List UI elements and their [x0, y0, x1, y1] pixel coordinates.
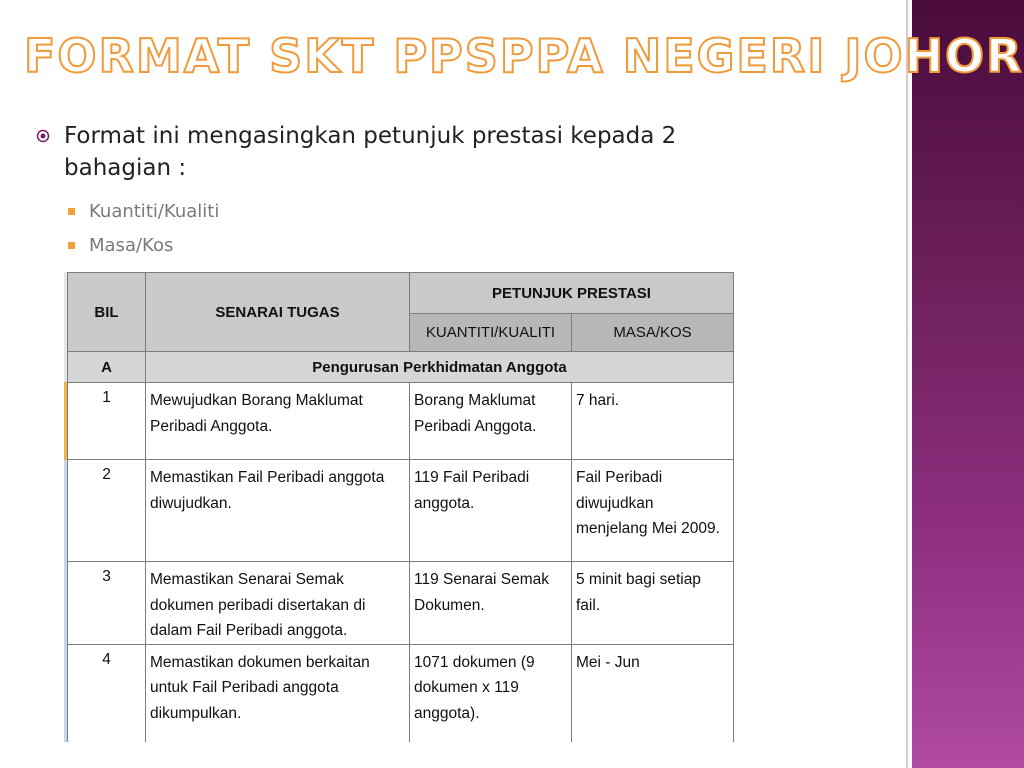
square-bullet-icon [68, 242, 75, 249]
skt-table-image [64, 272, 734, 742]
header-kuantiti-kualiti: KUANTITI/KUALITI [410, 314, 572, 352]
decorative-side-band [912, 0, 1024, 768]
cell-bil: 3 [68, 562, 146, 645]
sub-bullet-item [68, 194, 219, 228]
header-bil: BIL [68, 273, 146, 352]
cell-kuantiti: 119 Fail Peribadi anggota. [410, 460, 572, 562]
cell-kuantiti: 119 Senarai Semak Dokumen. [410, 562, 572, 645]
cell-masa: 7 hari. [572, 383, 734, 460]
cell-bil: 4 [68, 644, 146, 742]
cell-masa: Mei - Jun [572, 644, 734, 742]
table-row [68, 644, 734, 742]
cell-tugas: Memastikan Fail Peribadi anggota diwujudkan. [146, 460, 410, 562]
sub-bullet-item [68, 228, 219, 262]
sub-bullet-text: Kuantiti/Kualiti [89, 200, 220, 222]
cell-masa: 5 minit bagi setiap fail. [572, 562, 734, 645]
cell-tugas: Memastikan dokumen berkaitan untuk Fail Peribadi anggota dikumpulkan. [146, 644, 410, 742]
section-title: Pengurusan Perkhidmatan Anggota [146, 352, 734, 383]
slide-title: FORMAT SKT PPSPPA NEGERI JOHOR [24, 29, 1024, 83]
cell-masa: Fail Peribadi diwujudkan menjelang Mei 2009. [572, 460, 734, 562]
circle-bullet-icon [36, 129, 50, 143]
header-senarai-tugas: SENARAI TUGAS [146, 273, 410, 352]
square-bullet-icon [68, 208, 75, 215]
cell-bil: 1 [68, 383, 146, 460]
table-row [68, 383, 734, 460]
sub-bullet-list [68, 194, 219, 262]
table-row [68, 460, 734, 562]
sub-bullet-text: Masa/Kos [89, 234, 174, 256]
header-masa-kos: MASA/KOS [572, 314, 734, 352]
cell-tugas: Mewujudkan Borang Maklumat Peribadi Anggota. [146, 383, 410, 460]
cell-tugas: Memastikan Senarai Semak dokumen peribadi disertakan di dalam Fail Peribadi anggota. [146, 562, 410, 645]
table-row [68, 562, 734, 645]
header-petunjuk-prestasi: PETUNJUK PRESTASI [410, 273, 734, 314]
cell-kuantiti: 1071 dokumen (9 dokumen x 119 anggota). [410, 644, 572, 742]
section-code: A [68, 352, 146, 383]
skt-table [67, 272, 734, 742]
main-bullet-text: Format ini mengasingkan petunjuk prestasi kepada 2 bahagian : [64, 123, 677, 181]
side-divider-line [906, 0, 908, 768]
main-bullet [36, 120, 776, 184]
cell-bil: 2 [68, 460, 146, 562]
cell-kuantiti: Borang Maklumat Peribadi Anggota. [410, 383, 572, 460]
